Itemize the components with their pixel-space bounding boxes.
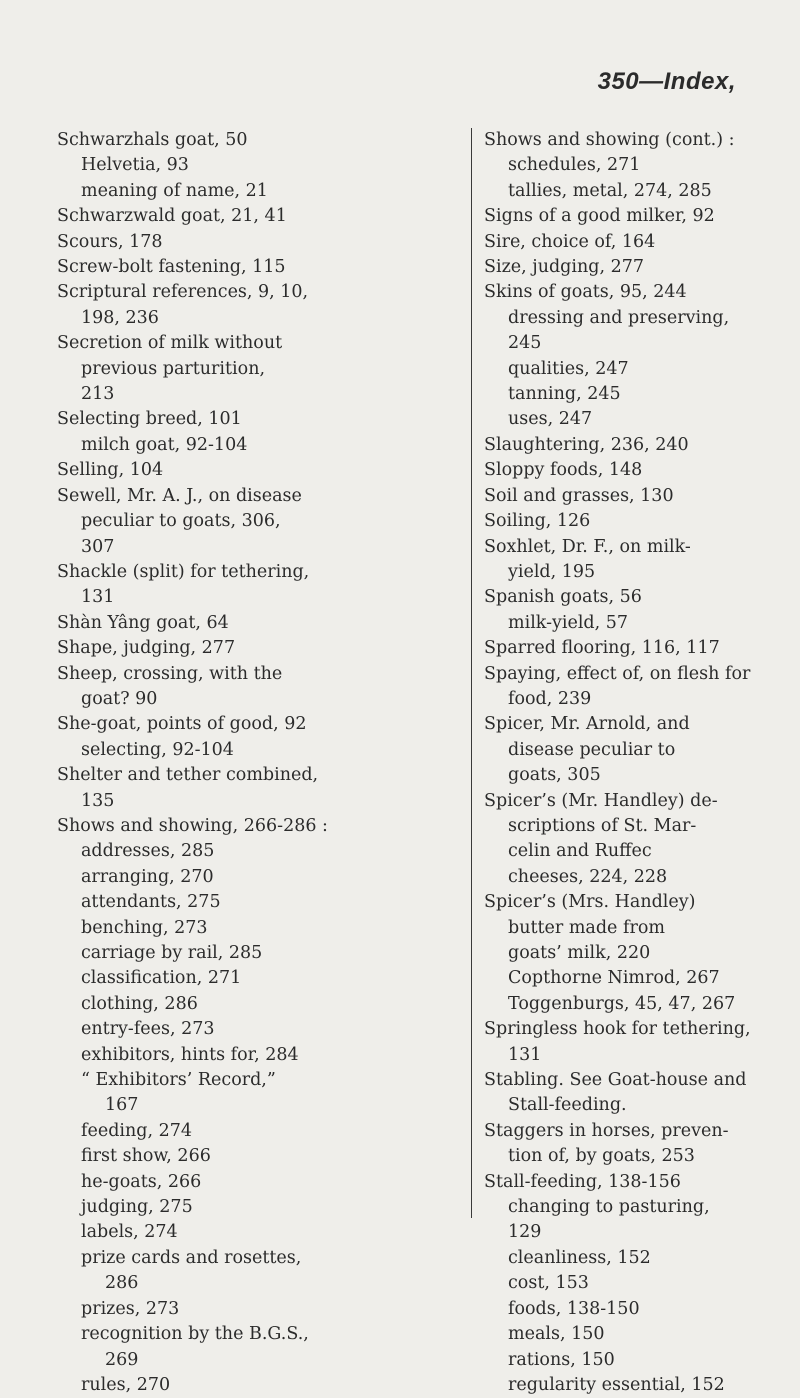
index-entry: Shape, judging, 277 xyxy=(57,638,236,659)
index-subentry: celin and Ruffec xyxy=(508,841,652,862)
index-entry: Shàn Yâng goat, 64 xyxy=(57,612,229,633)
index-subentry: 269 xyxy=(105,1349,139,1370)
index-subentry: tanning, 245 xyxy=(508,384,621,405)
index-entry: Spicer’s (Mr. Handley) de- xyxy=(484,790,718,811)
index-subentry: 131 xyxy=(81,587,115,608)
index-subentry: first show, 266 xyxy=(81,1146,211,1167)
index-subentry: cheeses, 224, 228 xyxy=(508,866,668,887)
index-subentry: selecting, 92-104 xyxy=(81,739,234,760)
index-entry: Screw-bolt fastening, 115 xyxy=(57,257,286,278)
index-subentry: clothing, 286 xyxy=(81,993,198,1014)
index-entry: Spicer, Mr. Arnold, and xyxy=(484,714,690,735)
index-subentry: peculiar to goats, 306, xyxy=(81,511,281,532)
index-subentry: Stall-feeding. xyxy=(508,1095,627,1116)
index-entry: Sire, choice of, 164 xyxy=(484,231,656,252)
index-subentry: goats’ milk, 220 xyxy=(508,943,651,963)
index-subentry: butter made from xyxy=(508,917,665,938)
index-subentry: carriage by rail, 285 xyxy=(81,943,263,963)
index-entry: Sloppy foods, 148 xyxy=(484,460,643,481)
index-subentry: yield, 195 xyxy=(508,561,596,582)
index-subentry: 213 xyxy=(81,384,115,405)
index-subentry: changing to pasturing, xyxy=(508,1197,710,1218)
index-subentry: rules, 270 xyxy=(81,1374,171,1395)
index-subentry: labels, 274 xyxy=(81,1222,178,1243)
index-entry: She-goat, points of good, 92 xyxy=(57,714,307,735)
index-subentry: disease peculiar to xyxy=(508,739,676,760)
index-subentry: prizes, 273 xyxy=(81,1298,180,1319)
index-column-left xyxy=(57,128,457,1398)
index-subentry: previous parturition, xyxy=(81,358,266,379)
index-subentry: 129 xyxy=(508,1222,542,1243)
index-entry: Scours, 178 xyxy=(57,231,163,252)
index-subentry: qualities, 247 xyxy=(508,358,629,379)
index-subentry: entry-fees, 273 xyxy=(81,1019,215,1040)
index-subentry: exhibitors, hints for, 284 xyxy=(81,1044,299,1065)
index-entry: Sewell, Mr. A. J., on disease xyxy=(57,485,302,506)
index-entry: Spaying, effect of, on flesh for xyxy=(484,663,751,684)
index-subentry: goat? 90 xyxy=(81,688,158,709)
index-entry: Stabling. See Goat-house and xyxy=(484,1070,747,1091)
index-subentry: 167 xyxy=(105,1095,139,1116)
index-entry: Shows and showing, 266-286 : xyxy=(57,815,328,836)
index-entry: Soiling, 126 xyxy=(484,511,591,532)
index-entry: Signs of a good milker, 92 xyxy=(484,206,715,227)
index-subentry: 131 xyxy=(508,1044,542,1065)
index-entry: Stall-feeding, 138-156 xyxy=(484,1171,681,1192)
index-entry: Schwarzwald goat, 21, 41 xyxy=(57,206,287,227)
index-subentry: scriptions of St. Mar- xyxy=(508,815,697,836)
index-subentry: meaning of name, 21 xyxy=(81,180,268,201)
index-subentry: meals, 150 xyxy=(508,1324,605,1345)
index-subentry: schedules, 271 xyxy=(508,155,641,176)
index-entry: Scriptural references, 9, 10, xyxy=(57,282,309,303)
index-subentry: recognition by the B.G.S., xyxy=(81,1324,309,1345)
index-subentry: “ Exhibitors’ Record,” xyxy=(81,1070,276,1091)
index-subentry: classification, 271 xyxy=(81,968,242,989)
index-subentry: judging, 275 xyxy=(81,1197,193,1218)
index-entry: Sheep, crossing, with the xyxy=(57,663,283,684)
index-entry: Skins of goats, 95, 244 xyxy=(484,282,687,303)
index-subentry: prize cards and rosettes, xyxy=(81,1247,302,1268)
index-entry: Shackle (split) for tethering, xyxy=(57,561,310,582)
index-entry: Schwarzhals goat, 50 xyxy=(57,130,248,150)
index-subentry: foods, 138-150 xyxy=(508,1298,640,1319)
index-subentry: rations, 150 xyxy=(508,1349,615,1370)
page-header: 350—Index, xyxy=(597,68,736,95)
index-subentry: 286 xyxy=(105,1273,139,1294)
index-entry: Secretion of milk without xyxy=(57,333,283,354)
column-divider xyxy=(471,128,472,1218)
index-subentry: 198, 236 xyxy=(81,307,159,328)
index-subentry: dressing and preserving, xyxy=(508,307,730,328)
index-subentry: cost, 153 xyxy=(508,1273,589,1294)
index-subentry: Helvetia, 93 xyxy=(81,155,189,176)
index-column-right xyxy=(484,128,756,1398)
index-subentry: 307 xyxy=(81,536,115,557)
index-subentry: cleanliness, 152 xyxy=(508,1247,651,1268)
index-subentry: tallies, metal, 274, 285 xyxy=(508,180,712,201)
index-subentry: addresses, 285 xyxy=(81,841,215,862)
index-subentry: 245 xyxy=(508,333,542,354)
index-entry: Slaughtering, 236, 240 xyxy=(484,434,689,455)
index-subentry: goats, 305 xyxy=(508,765,601,786)
index-subentry: milk-yield, 57 xyxy=(508,612,629,633)
index-subentry: food, 239 xyxy=(508,688,592,709)
index-subentry: Copthorne Nimrod, 267 xyxy=(508,968,720,989)
index-subentry: attendants, 275 xyxy=(81,892,221,913)
index-entry: Sparred flooring, 116, 117 xyxy=(484,638,720,659)
index-entry: Selling, 104 xyxy=(57,460,164,481)
index-subentry: 135 xyxy=(81,790,115,811)
index-entry: Shelter and tether combined, xyxy=(57,765,319,786)
index-subentry: benching, 273 xyxy=(81,917,208,938)
index-entry: Spicer’s (Mrs. Handley) xyxy=(484,892,696,913)
index-subentry: feeding, 274 xyxy=(81,1120,192,1141)
index-entry: Selecting breed, 101 xyxy=(57,409,242,430)
index-subentry: milch goat, 92-104 xyxy=(81,434,248,455)
index-subentry: Toggenburgs, 45, 47, 267 xyxy=(508,993,736,1014)
index-entry: Shows and showing (cont.) : xyxy=(484,130,735,150)
index-subentry: arranging, 270 xyxy=(81,866,214,887)
index-entry: Springless hook for tethering, xyxy=(484,1019,751,1040)
index-entry: Soil and grasses, 130 xyxy=(484,485,674,506)
index-subentry: he-goats, 266 xyxy=(81,1171,202,1192)
index-subentry: regularity essential, 152 xyxy=(508,1374,725,1395)
index-subentry: tion of, by goats, 253 xyxy=(508,1146,695,1167)
index-entry: Size, judging, 277 xyxy=(484,257,644,278)
index-entry: Soxhlet, Dr. F., on milk- xyxy=(484,536,691,557)
index-entry: Staggers in horses, preven- xyxy=(484,1120,729,1141)
index-subentry: uses, 247 xyxy=(508,409,593,430)
index-entry: Spanish goats, 56 xyxy=(484,587,642,608)
